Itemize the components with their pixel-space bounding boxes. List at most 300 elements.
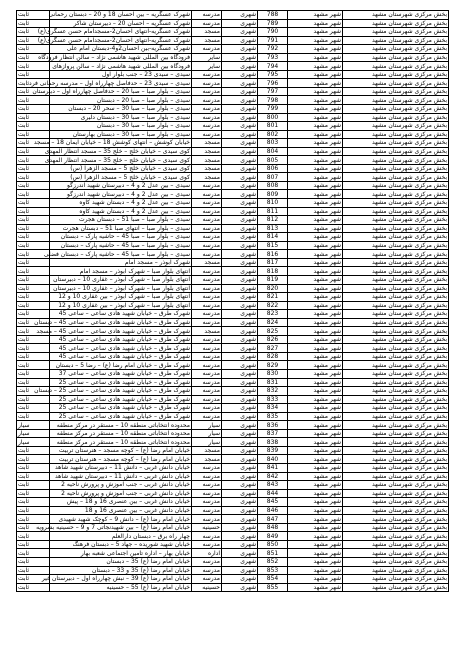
cell-region: بخش مرکزی شهرستان مشهد xyxy=(343,361,449,370)
cell-region: بخش مرکزی شهرستان مشهد xyxy=(343,164,449,173)
cell-city: شهر مشهد xyxy=(288,267,343,276)
cell-place-type: مدرسه xyxy=(192,122,222,131)
cell-address: سیدی – بلوار صبا – صبا 45 – حاشیه پارک – دبستان xyxy=(50,233,192,242)
table-row xyxy=(17,515,449,524)
cell-status: ثابت xyxy=(17,412,50,421)
cell-station-number: 819 xyxy=(258,275,288,284)
table-row xyxy=(17,344,449,353)
cell-zone: شهری xyxy=(222,446,258,455)
cell-station-number: 823 xyxy=(258,310,288,319)
cell-station-number: 794 xyxy=(258,62,288,71)
cell-region: بخش مرکزی شهرستان مشهد xyxy=(343,463,449,472)
table-row xyxy=(17,96,449,105)
cell-address: خیابان امام رضا (ع) – کوچه مسجد – هنرستان تربیت xyxy=(50,455,192,464)
table-row xyxy=(17,463,449,472)
cell-zone: شهری xyxy=(222,79,258,88)
cell-region: بخش مرکزی شهرستان مشهد xyxy=(343,199,449,208)
cell-zone: شهری xyxy=(222,267,258,276)
cell-station-number: 803 xyxy=(258,139,288,148)
cell-zone: شهری xyxy=(222,404,258,413)
cell-place-type: مدرسه xyxy=(192,284,222,293)
cell-status: ثابت xyxy=(17,258,50,267)
cell-status: ثابت xyxy=(17,87,50,96)
cell-status: ثابت xyxy=(17,352,50,361)
cell-region: بخش مرکزی شهرستان مشهد xyxy=(343,224,449,233)
cell-station-number: 844 xyxy=(258,489,288,498)
cell-city: شهر مشهد xyxy=(288,523,343,532)
cell-status: سیار xyxy=(17,429,50,438)
cell-region: بخش مرکزی شهرستان مشهد xyxy=(343,139,449,148)
cell-address: کوی سیدی – خیابان خلج – خلج 35 – مسجد انتظار المهدی xyxy=(44,148,190,156)
cell-region: بخش مرکزی شهرستان مشهد xyxy=(343,549,449,558)
table-row xyxy=(17,19,449,28)
cell-station-number: 828 xyxy=(258,352,288,361)
cell-city: شهر مشهد xyxy=(288,96,343,105)
cell-station-number: 792 xyxy=(258,45,288,54)
cell-station-number: 851 xyxy=(258,549,288,558)
cell-station-number: 846 xyxy=(258,506,288,515)
cell-status: ثابت xyxy=(17,335,50,344)
cell-status: ثابت xyxy=(17,233,50,242)
cell-place-type: مدرسه xyxy=(192,199,222,208)
cell-station-number: 840 xyxy=(258,455,288,464)
cell-status: ثابت xyxy=(17,164,50,173)
table-row xyxy=(17,301,449,310)
cell-station-number: 834 xyxy=(258,404,288,413)
cell-region: بخش مرکزی شهرستان مشهد xyxy=(343,53,449,62)
cell-status: ثابت xyxy=(17,455,50,464)
cell-status: ثابت xyxy=(17,96,50,105)
cell-station-number: 854 xyxy=(258,575,288,584)
cell-station-number: 812 xyxy=(258,216,288,225)
cell-status: ثابت xyxy=(17,540,50,549)
cell-station-number: 820 xyxy=(258,284,288,293)
cell-city: شهر مشهد xyxy=(288,532,343,541)
table-row xyxy=(17,11,449,20)
table-row xyxy=(17,387,449,396)
cell-address: سیدی – بلوار صبا – صبا 45 – حاشیه پارک – دبستان فضلی xyxy=(43,250,190,258)
cell-city: شهر مشهد xyxy=(288,241,343,250)
cell-region: بخش مرکزی شهرستان مشهد xyxy=(343,378,449,387)
cell-status: ثابت xyxy=(17,70,50,79)
cell-address: شهرک عسگریه – احسان 20 – دبیرستان شاکر xyxy=(50,19,192,28)
cell-station-number: 845 xyxy=(258,498,288,507)
cell-place-type: مدرسه xyxy=(192,558,222,567)
cell-place-type: مدرسه xyxy=(192,387,222,396)
cell-station-number: 825 xyxy=(258,327,288,336)
cell-region: بخش مرکزی شهرستان مشهد xyxy=(343,318,449,327)
cell-station-number: 818 xyxy=(258,267,288,276)
cell-place-type: مدرسه xyxy=(192,216,222,225)
cell-station-number: 814 xyxy=(258,233,288,242)
cell-address: فرودگاه بین المللی شهید هاشمی نژاد – سالن انتظار فرودگاه xyxy=(38,54,190,61)
cell-address: انتهای بلوار صبا – شهرک ابوذر – بین غفاری 10 و 12 xyxy=(50,301,192,310)
cell-zone: شهری xyxy=(222,506,258,515)
cell-address: سیدی – بلوار صبا – صبا 45 – حاشیه پارک – دبستان xyxy=(50,241,192,250)
table-row xyxy=(17,412,449,421)
cell-region: بخش مرکزی شهرستان مشهد xyxy=(343,105,449,114)
cell-address: خیابان امام رضا (ع) 39 – نبش چهارراه اول – دبیرستان غیر xyxy=(41,575,190,583)
cell-address: کوی سیدی – خیابان خلج 5 – مسجد الزهرا (س) xyxy=(50,173,192,182)
cell-address: شهرک طرق – خیابان شهید هادی ساعی – ساعی 45 – دبستان xyxy=(34,318,190,326)
table-body xyxy=(17,11,449,592)
cell-address: خیابان امام رضا (ع) – دانش 9 – کوچک شهید شهیدی xyxy=(50,515,192,524)
cell-city: شهر مشهد xyxy=(288,293,343,302)
cell-status: ثابت xyxy=(17,558,50,567)
cell-zone: شهری xyxy=(222,122,258,131)
cell-address: سیدی – بلوار صبا – صبا 51 – دبستان هجرت xyxy=(50,216,192,225)
table-row xyxy=(17,540,449,549)
cell-region: بخش مرکزی شهرستان مشهد xyxy=(343,421,449,430)
cell-status: ثابت xyxy=(17,583,50,592)
cell-city: شهر مشهد xyxy=(288,224,343,233)
cell-status: ثابت xyxy=(17,224,50,233)
table-row xyxy=(17,293,449,302)
cell-place-type: مدرسه xyxy=(192,87,222,96)
cell-zone: شهری xyxy=(222,481,258,490)
cell-status: ثابت xyxy=(17,318,50,327)
cell-region: بخش مرکزی شهرستان مشهد xyxy=(343,412,449,421)
cell-region: بخش مرکزی شهرستان مشهد xyxy=(343,181,449,190)
cell-zone: شهری xyxy=(222,216,258,225)
cell-city: شهر مشهد xyxy=(288,258,343,267)
table-row xyxy=(17,532,449,541)
cell-city: شهر مشهد xyxy=(288,335,343,344)
table-row xyxy=(17,105,449,114)
cell-city: شهر مشهد xyxy=(288,540,343,549)
cell-place-type: اداره xyxy=(192,549,222,558)
cell-place-type: مدرسه xyxy=(192,233,222,242)
table-row xyxy=(17,438,449,447)
cell-zone: شهری xyxy=(222,575,258,584)
cell-zone: شهری xyxy=(222,164,258,173)
cell-region: بخش مرکزی شهرستان مشهد xyxy=(343,472,449,481)
cell-region: بخش مرکزی شهرستان مشهد xyxy=(343,498,449,507)
table-row xyxy=(17,156,449,165)
cell-status: ثابت xyxy=(17,267,50,276)
cell-status: ثابت xyxy=(17,344,50,353)
cell-status: ثابت xyxy=(17,481,50,490)
cell-zone: شهری xyxy=(222,335,258,344)
cell-city: شهر مشهد xyxy=(288,404,343,413)
cell-station-number: 853 xyxy=(258,566,288,575)
cell-station-number: 815 xyxy=(258,241,288,250)
cell-address: کوی سیدی – خیابان خلج – خلج 35 – مسجد انتظار المهدی xyxy=(44,156,190,164)
cell-zone: شهری xyxy=(222,378,258,387)
cell-place-type: مدرسه xyxy=(192,575,222,584)
table-row xyxy=(17,318,449,327)
cell-status: ثابت xyxy=(17,404,50,413)
cell-address: خیابان دانش غربی – دانش 11 – دبیرستان شهید شاهد xyxy=(50,463,192,472)
cell-station-number: 821 xyxy=(258,293,288,302)
table-row xyxy=(17,36,449,45)
cell-station-number: 795 xyxy=(258,70,288,79)
table-row xyxy=(17,455,449,464)
cell-address: سیدی – بلوار صبا – صبا 30 – سحر 20 – دبستان xyxy=(50,105,192,114)
cell-city: شهر مشهد xyxy=(288,506,343,515)
cell-zone: شهری xyxy=(222,190,258,199)
cell-city: شهر مشهد xyxy=(288,455,343,464)
cell-city: شهر مشهد xyxy=(288,87,343,96)
cell-station-number: 806 xyxy=(258,164,288,173)
cell-city: شهر مشهد xyxy=(288,395,343,404)
cell-zone: شهری xyxy=(222,395,258,404)
cell-zone: شهری xyxy=(222,224,258,233)
cell-address: خیابان دانش غربی – جنب آموزش و پرورش ناحیه 2 xyxy=(50,481,192,490)
cell-zone: شهری xyxy=(222,412,258,421)
cell-region: بخش مرکزی شهرستان مشهد xyxy=(343,404,449,413)
table-row xyxy=(17,53,449,62)
table-row xyxy=(17,446,449,455)
cell-place-type: مدرسه xyxy=(192,190,222,199)
cell-place-type: مدرسه xyxy=(192,293,222,302)
cell-city: شهر مشهد xyxy=(288,387,343,396)
cell-status: ثابت xyxy=(17,11,50,20)
cell-station-number: 822 xyxy=(258,301,288,310)
cell-place-type: مسجد xyxy=(192,455,222,464)
cell-region: بخش مرکزی شهرستان مشهد xyxy=(343,28,449,37)
cell-place-type: سایر xyxy=(192,62,222,71)
cell-address: سیدی – بین عدل 2 و 4 – دبیرستان شهید اندرزگو xyxy=(50,181,192,190)
cell-region: بخش مرکزی شهرستان مشهد xyxy=(343,147,449,156)
cell-region: بخش مرکزی شهرستان مشهد xyxy=(343,481,449,490)
cell-status: ثابت xyxy=(17,19,50,28)
cell-status: ثابت xyxy=(17,28,50,37)
cell-zone: شهری xyxy=(222,113,258,122)
cell-place-type: مسجد xyxy=(192,156,222,165)
cell-region: بخش مرکزی شهرستان مشهد xyxy=(343,122,449,131)
cell-zone: شهری xyxy=(222,28,258,37)
cell-status: ثابت xyxy=(17,79,50,88)
cell-place-type: مدرسه xyxy=(192,224,222,233)
cell-zone: شهری xyxy=(222,515,258,524)
cell-status: ثابت xyxy=(17,310,50,319)
cell-city: شهر مشهد xyxy=(288,79,343,88)
cell-place-type: مدرسه xyxy=(192,181,222,190)
cell-region: بخش مرکزی شهرستان مشهد xyxy=(343,284,449,293)
cell-status: ثابت xyxy=(17,532,50,541)
cell-city: شهر مشهد xyxy=(288,62,343,71)
cell-place-type: مدرسه xyxy=(192,532,222,541)
cell-station-number: 841 xyxy=(258,463,288,472)
cell-place-type: مدرسه xyxy=(192,113,222,122)
cell-address: سیدی – بین عدل 2 و 4 – دبستان شهید کاوه xyxy=(50,207,192,216)
cell-zone: شهری xyxy=(222,147,258,156)
cell-city: شهر مشهد xyxy=(288,549,343,558)
cell-city: شهر مشهد xyxy=(288,173,343,182)
cell-region: بخش مرکزی شهرستان مشهد xyxy=(343,173,449,182)
cell-place-type: مدرسه xyxy=(192,45,222,54)
table-row xyxy=(17,429,449,438)
cell-address: کوی سیدی – خیابان خلج 5 – مسجد الزهرا (س) xyxy=(50,164,192,173)
cell-city: شهر مشهد xyxy=(288,463,343,472)
cell-place-type: مسجد xyxy=(192,36,222,45)
cell-status: سیار xyxy=(17,421,50,430)
cell-city: شهر مشهد xyxy=(288,122,343,131)
cell-city: شهر مشهد xyxy=(288,558,343,567)
cell-station-number: 830 xyxy=(258,369,288,378)
cell-status: ثابت xyxy=(17,181,50,190)
cell-station-number: 807 xyxy=(258,173,288,182)
cell-city: شهر مشهد xyxy=(288,28,343,37)
cell-zone: شهری xyxy=(222,181,258,190)
cell-address: شهرک عسگریه-انتهای احسان2-مسجدامام حسن عسگری(ع) xyxy=(37,36,190,44)
cell-zone: شهری xyxy=(222,36,258,45)
cell-station-number: 800 xyxy=(258,113,288,122)
cell-station-number: 811 xyxy=(258,207,288,216)
table-row xyxy=(17,583,449,592)
cell-status: ثابت xyxy=(17,446,50,455)
cell-place-type: مدرسه xyxy=(192,70,222,79)
cell-status: ثابت xyxy=(17,472,50,481)
cell-place-type: حسینیه xyxy=(192,523,222,532)
cell-status: ثابت xyxy=(17,207,50,216)
cell-region: بخش مرکزی شهرستان مشهد xyxy=(343,429,449,438)
cell-place-type: مدرسه xyxy=(192,267,222,276)
table-row xyxy=(17,566,449,575)
cell-city: شهر مشهد xyxy=(288,233,343,242)
cell-station-number: 837 xyxy=(258,429,288,438)
cell-place-type: حسینیه xyxy=(192,583,222,592)
cell-place-type: مدرسه xyxy=(192,404,222,413)
cell-status: ثابت xyxy=(17,139,50,148)
cell-city: شهر مشهد xyxy=(288,575,343,584)
cell-station-number: 824 xyxy=(258,318,288,327)
cell-region: بخش مرکزی شهرستان مشهد xyxy=(343,113,449,122)
cell-city: شهر مشهد xyxy=(288,344,343,353)
cell-status: ثابت xyxy=(17,62,50,71)
table-row xyxy=(17,241,449,250)
cell-station-number: 798 xyxy=(258,96,288,105)
cell-city: شهر مشهد xyxy=(288,310,343,319)
cell-region: بخش مرکزی شهرستان مشهد xyxy=(343,79,449,88)
cell-region: بخش مرکزی شهرستان مشهد xyxy=(343,558,449,567)
cell-address: شهرک طرق – خیابان شهید هادی ساعی – ساعی 45 xyxy=(50,352,192,361)
cell-city: شهر مشهد xyxy=(288,19,343,28)
cell-status: ثابت xyxy=(17,275,50,284)
cell-region: بخش مرکزی شهرستان مشهد xyxy=(343,395,449,404)
cell-address: خیابان امام رضا (ع) 55 – حسینیه xyxy=(50,583,192,592)
cell-place-type: مدرسه xyxy=(192,481,222,490)
table-row xyxy=(17,523,449,532)
cell-address: شهرک طرق – خیابان شهید هادی ساعی – ساعی 45 xyxy=(50,335,192,344)
cell-city: شهر مشهد xyxy=(288,566,343,575)
cell-zone: شهری xyxy=(222,318,258,327)
cell-station-number: 791 xyxy=(258,36,288,45)
cell-place-type: مدرسه xyxy=(192,412,222,421)
cell-zone: شهری xyxy=(222,233,258,242)
table-row xyxy=(17,28,449,37)
table-row xyxy=(17,258,449,267)
cell-place-type: مدرسه xyxy=(192,310,222,319)
cell-region: بخش مرکزی شهرستان مشهد xyxy=(343,310,449,319)
cell-city: شهر مشهد xyxy=(288,361,343,370)
cell-region: بخش مرکزی شهرستان مشهد xyxy=(343,19,449,28)
cell-station-number: 826 xyxy=(258,335,288,344)
cell-address: محدوده انتخاباتی منطقه 10 – مستقر در مرکز منطقه xyxy=(50,438,192,447)
cell-city: شهر مشهد xyxy=(288,53,343,62)
cell-address: خیابان دانش غربی – جنب آموزش و پرورش ناحیه 2 xyxy=(50,489,192,498)
table-row xyxy=(17,113,449,122)
cell-status: ثابت xyxy=(17,395,50,404)
cell-place-type: مدرسه xyxy=(192,361,222,370)
cell-address: انتهای بلوار صبا – شهرک ابوذر – بین غفاری 10 و 12 xyxy=(50,293,192,302)
table-row xyxy=(17,549,449,558)
cell-address: شهرک طرق – خیابان شهید هادی ساعی – ساعی 45 xyxy=(50,310,192,319)
cell-region: بخش مرکزی شهرستان مشهد xyxy=(343,70,449,79)
cell-station-number: 855 xyxy=(258,583,288,592)
table-row xyxy=(17,45,449,54)
cell-status: ثابت xyxy=(17,199,50,208)
cell-city: شهر مشهد xyxy=(288,11,343,20)
cell-station-number: 847 xyxy=(258,515,288,524)
cell-city: شهر مشهد xyxy=(288,250,343,259)
cell-place-type: مدرسه xyxy=(192,207,222,216)
cell-station-number: 790 xyxy=(258,28,288,37)
cell-place-type: مسجد xyxy=(192,139,222,148)
cell-city: شهر مشهد xyxy=(288,489,343,498)
cell-zone: شهری xyxy=(222,463,258,472)
cell-city: شهر مشهد xyxy=(288,369,343,378)
cell-zone: شهری xyxy=(222,241,258,250)
cell-city: شهر مشهد xyxy=(288,113,343,122)
table-row xyxy=(17,62,449,71)
cell-zone: شهری xyxy=(222,438,258,447)
cell-address: خیابان امام رضا (ع) – بین شهیدنجاتی 7 و 9 – حسینیه بشرویه xyxy=(36,524,190,532)
cell-status: ثابت xyxy=(17,216,50,225)
cell-station-number: 843 xyxy=(258,481,288,490)
cell-status: ثابت xyxy=(17,506,50,515)
cell-station-number: 797 xyxy=(258,87,288,96)
cell-address: خیابان دانش غربی – دانش 11 – دبیرستان شهید شاهد xyxy=(50,472,192,481)
cell-station-number: 802 xyxy=(258,130,288,139)
cell-region: بخش مرکزی شهرستان مشهد xyxy=(343,190,449,199)
cell-zone: شهری xyxy=(222,62,258,71)
cell-status: ثابت xyxy=(17,36,50,45)
cell-city: شهر مشهد xyxy=(288,438,343,447)
cell-place-type: مدرسه xyxy=(192,463,222,472)
cell-status: ثابت xyxy=(17,284,50,293)
table-row xyxy=(17,404,449,413)
cell-zone: شهری xyxy=(222,369,258,378)
cell-station-number: 835 xyxy=(258,412,288,421)
table-row xyxy=(17,481,449,490)
cell-address: انتهای بلوار صبا – شهرک ابوذر – غفاری 10 – دبیرستان xyxy=(50,284,192,293)
cell-zone: شهری xyxy=(222,583,258,592)
table-row xyxy=(17,378,449,387)
cell-status: ثابت xyxy=(17,566,50,575)
cell-zone: شهری xyxy=(222,489,258,498)
cell-station-number: 817 xyxy=(258,258,288,267)
cell-zone: شهری xyxy=(222,540,258,549)
cell-station-number: 804 xyxy=(258,147,288,156)
cell-zone: شهری xyxy=(222,139,258,148)
cell-place-type: مدرسه xyxy=(192,96,222,105)
cell-region: بخش مرکزی شهرستان مشهد xyxy=(343,301,449,310)
cell-address: شهرک طرق – خیابان شهید هادی ساعی – ساعی 25 xyxy=(50,404,192,413)
table-row xyxy=(17,335,449,344)
cell-status: ثابت xyxy=(17,369,50,378)
cell-place-type: مدرسه xyxy=(192,301,222,310)
cell-region: بخش مرکزی شهرستان مشهد xyxy=(343,156,449,165)
cell-zone: شهری xyxy=(222,523,258,532)
cell-zone: شهری xyxy=(222,207,258,216)
cell-city: شهر مشهد xyxy=(288,378,343,387)
cell-region: بخش مرکزی شهرستان مشهد xyxy=(343,455,449,464)
cell-place-type: مسجد xyxy=(192,173,222,182)
cell-region: بخش مرکزی شهرستان مشهد xyxy=(343,62,449,71)
cell-place-type: مدرسه xyxy=(192,369,222,378)
